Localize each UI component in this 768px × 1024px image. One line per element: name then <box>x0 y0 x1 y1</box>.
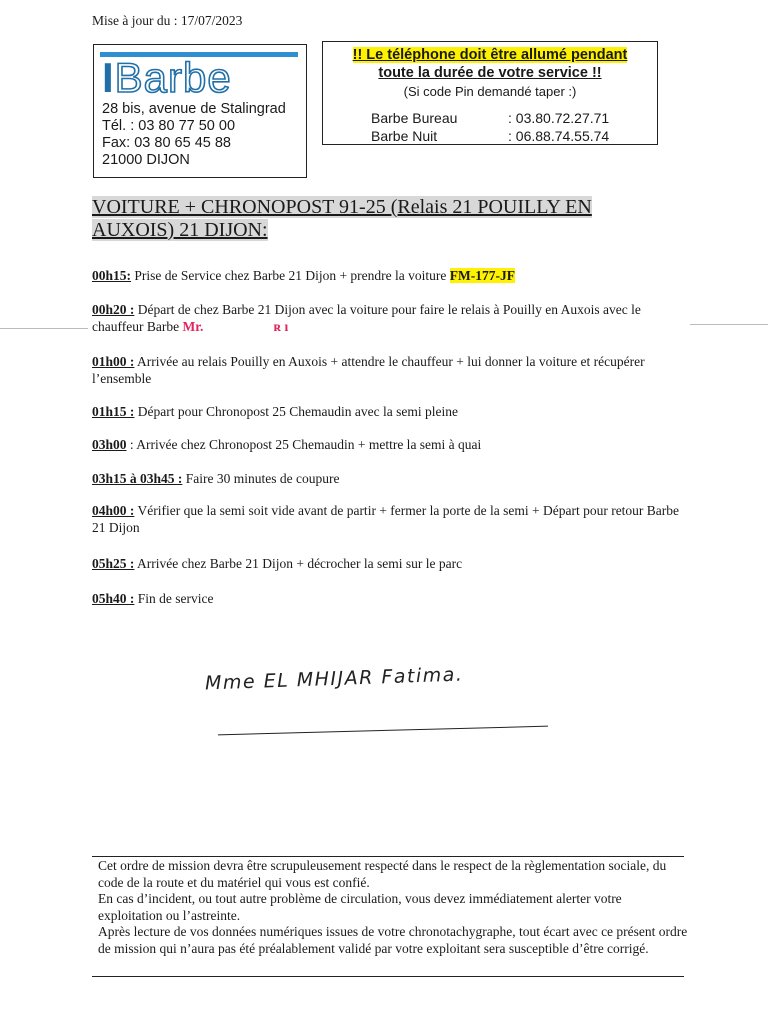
warning-line-1: !! Le téléphone doit être allumé pendant <box>352 47 628 63</box>
schedule-entry <box>92 267 692 284</box>
entry-text: Arrivée au relais Pouilly en Auxois + attendre le chauffeur + lui donner la voiture et récupérer l’ensemble <box>92 354 645 386</box>
mission-title-line-1: VOITURE + CHRONOPOST 91-25 (Relais 21 POUILLY EN <box>92 196 592 218</box>
contact-number-bureau: : 03.80.72.27.71 <box>508 110 610 126</box>
entry-text: : Arrivée chez Chronopost 25 Chemaudin + mettre la semi à quai <box>126 437 482 452</box>
footer-paragraph: En cas d’incident, ou tout autre problème de circulation, vous devez immédiatement alerter votre exploitation ou l’astreinte. <box>98 891 622 923</box>
redaction-marks: ʀ ı <box>273 319 289 334</box>
schedule-entry <box>92 436 692 453</box>
entry-time: 04h00 : <box>92 503 135 518</box>
entry-time: 05h25 : <box>92 556 135 571</box>
contact-label-nuit: Barbe Nuit <box>371 128 438 144</box>
footer-rule-bottom <box>92 976 684 977</box>
entry-text: Prise de Service chez Barbe 21 Dijon + prendre la voiture <box>131 268 450 283</box>
entry-text: Départ de chez Barbe 21 Dijon avec la voiture pour faire le relais à Pouilly en Auxois avec le chauffeur Barbe <box>92 302 641 334</box>
schedule-entry <box>92 301 692 335</box>
schedule-entry <box>92 502 692 536</box>
entry-time: 01h15 : <box>92 404 135 419</box>
warning-line-2: toute la durée de votre service !! <box>378 65 602 81</box>
scan-artifact-line <box>0 328 88 329</box>
entry-text: Fin de service <box>134 591 214 606</box>
entry-time: 03h15 à 03h45 : <box>92 471 183 486</box>
footer-paragraph: Après lecture de vos données numériques issues de votre chronotachygraphe, tout écart avec ce présent ordre de mission qui n’aura pas été préalablement validé par votre exploitant sera susceptible d’être corrigé. <box>98 924 688 956</box>
schedule-entry <box>92 470 692 487</box>
signature-underline <box>218 726 548 736</box>
phone-warning <box>329 46 651 82</box>
schedule-entry <box>92 403 692 420</box>
phone-notice-box <box>322 41 658 145</box>
scan-artifact-line <box>690 324 768 325</box>
company-fax: Fax: 03 80 65 45 88 <box>102 135 231 151</box>
handwritten-signature: Mme EL MHIJAR Fatima. <box>204 663 464 695</box>
contact-label-bureau: Barbe Bureau <box>371 110 458 126</box>
barbe-logo: IBarbe <box>102 54 232 101</box>
footer-paragraph: Cet ordre de mission devra être scrupuleusement respecté dans le respect de la règlementation sociale, du code de la route et du matériel qui vous est confié. <box>98 858 667 890</box>
mission-title <box>92 196 652 242</box>
schedule-entry <box>92 353 692 387</box>
entry-text: Arrivée chez Barbe 21 Dijon + décrocher la semi sur le parc <box>134 556 463 571</box>
entry-time: 00h20 : <box>92 302 135 317</box>
redacted-driver-name: Mr. <box>182 319 204 334</box>
update-date: Mise à jour du : 17/07/2023 <box>92 13 243 28</box>
company-info-box <box>93 44 307 178</box>
entry-time: 01h00 : <box>92 354 135 369</box>
contact-number-nuit: : 06.88.74.55.74 <box>508 128 610 144</box>
footer-notice <box>98 858 688 957</box>
license-plate: FM-177-JF <box>449 268 516 283</box>
schedule-entry <box>92 590 692 607</box>
company-city: 21000 DIJON <box>102 152 190 168</box>
company-tel: Tél. : 03 80 77 50 00 <box>102 118 236 134</box>
schedule-entry <box>92 555 692 572</box>
company-address: 28 bis, avenue de Stalingrad <box>102 101 286 117</box>
pin-note: (Si code Pin demandé taper :) <box>403 84 577 99</box>
entry-time: 00h15: <box>92 268 132 283</box>
mission-title-line-2: AUXOIS) 21 DIJON: <box>92 219 268 241</box>
entry-text: Départ pour Chronopost 25 Chemaudin avec la semi pleine <box>134 404 458 419</box>
entry-time: 03h00 <box>92 437 127 452</box>
entry-text: Vérifier que la semi soit vide avant de partir + fermer la porte de la semi + Départ pour retour Barbe 21 Dijon <box>92 503 680 535</box>
footer-rule-top <box>92 856 684 857</box>
entry-text: Faire 30 minutes de coupure <box>182 471 340 486</box>
entry-time: 05h40 : <box>92 591 135 606</box>
